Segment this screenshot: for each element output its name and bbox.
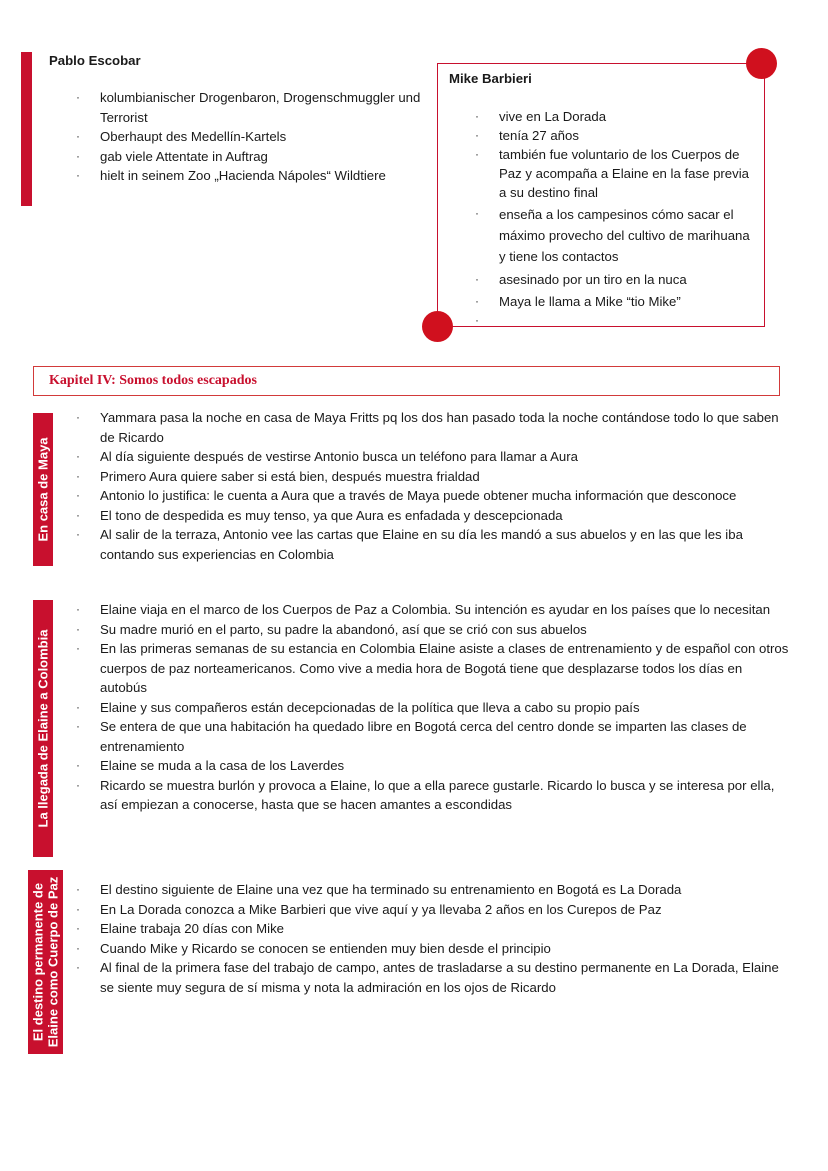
list-item: · kolumbianischer Drogenbaron, Drogenschmuggler und Terrorist bbox=[76, 90, 421, 125]
bullet-icon: · bbox=[76, 148, 80, 163]
bullet-icon: · bbox=[76, 488, 80, 502]
mike-list bbox=[475, 107, 759, 327]
chapter-title: Kapitel IV: Somos todos escapados bbox=[49, 373, 257, 388]
list-item: · Ricardo se muestra burlón y provoca a Elaine, lo que a ella parece gustarle. Ricardo lo busca y se interesa por ella, así empiezan a conocerse, hasta que se hacen amantes a escondidas bbox=[76, 777, 775, 812]
bullet-icon: · bbox=[76, 621, 80, 636]
list-item: · Su madre murió en el parto, su padre la abandonó, así que se crió con sus abuelos bbox=[100, 620, 790, 640]
list-item: · Yammara pasa la noche en casa de Maya Fritts pq los dos han pasado toda la noche contándose todo lo que saben de Ricardo bbox=[76, 410, 779, 445]
list-item: · Al final de la primera fase del trabajo de campo, antes de trasladarse a su destino permanente en La Dorada, Elaine se siente muy segura de sí misma y nota la admiración en los ojos de Ricardo bbox=[76, 960, 779, 995]
bullet-icon: · bbox=[76, 602, 80, 616]
list-item: · tenía 27 años bbox=[475, 128, 579, 143]
section-label-destino-permanente: El destino permanente de Elaine como Cuerpo de Paz bbox=[28, 870, 63, 1054]
bullet-icon: · bbox=[76, 641, 80, 655]
bullet-icon: · bbox=[76, 960, 80, 974]
bullet-icon: · bbox=[76, 507, 80, 522]
list-item: · Antonio lo justifica: le cuenta a Aura que a través de Maya puede obtener mucha información que desconoce bbox=[100, 486, 790, 506]
red-circle-decoration bbox=[746, 48, 777, 79]
list-item: · enseña a los campesinos cómo sacar el máximo provecho del cultivo de marihuana y tiene los contactos bbox=[475, 206, 750, 264]
bullet-icon: · bbox=[76, 527, 80, 541]
bullet-icon: · bbox=[76, 940, 80, 955]
list-item: · gab viele Attentate in Auftrag bbox=[100, 147, 430, 167]
list-item: · En las primeras semanas de su estancia en Colombia Elaine asiste a clases de entrenamiento y de español con otros cuerpos de paz norteamericanos. Como vive a media hora de Bogotá tiene que desplazarse todos los días en autobús bbox=[76, 641, 789, 695]
section-list-destino-permanente bbox=[76, 880, 790, 997]
pablo-list bbox=[76, 88, 430, 186]
bullet-icon: · bbox=[76, 699, 80, 714]
list-item: · Elaine y sus compañeros están decepcionadas de la política que lleva a cabo su propio país bbox=[100, 698, 790, 718]
pablo-accent-bar bbox=[21, 52, 32, 206]
list-item: · Cuando Mike y Ricardo se conocen se entienden muy bien desde el principio bbox=[100, 939, 790, 959]
list-item: · Al día siguiente después de vestirse Antonio busca un teléfono para llamar a Aura bbox=[100, 447, 790, 467]
list-item: · también fue voluntario de los Cuerpos de Paz y acompaña a Elaine en la fase previa a su destino final bbox=[475, 147, 749, 200]
bullet-icon: · bbox=[475, 272, 479, 286]
bullet-icon: · bbox=[76, 882, 80, 896]
bullet-icon: · bbox=[76, 921, 80, 935]
bullet-icon: · bbox=[76, 90, 80, 104]
bullet-icon: · bbox=[76, 758, 80, 772]
list-item: · Elaine trabaja 20 días con Mike bbox=[100, 919, 790, 939]
list-item: · Elaine viaja en el marco de los Cuerpos de Paz a Colombia. Su intención es ayudar en los países que lo necesitan bbox=[100, 600, 790, 620]
list-item: · Maya le llama a Mike “tio Mike” bbox=[475, 294, 681, 309]
bullet-icon: · bbox=[76, 719, 80, 733]
section-list-llegada-elaine bbox=[76, 600, 790, 815]
section-label-llegada-elaine: La llegada de Elaine a Colombia bbox=[33, 600, 53, 857]
list-item: · En La Dorada conozca a Mike Barbieri que vive aquí y ya llevaba 2 años en los Curepos de Paz bbox=[100, 900, 790, 920]
bullet-icon: · bbox=[475, 313, 479, 327]
list-item: · Se entera de que una habitación ha quedado libre en Bogotá cerca del centro donde se imparten las clases de entrenamiento bbox=[76, 719, 747, 754]
list-item: · El tono de despedida es muy tenso, ya que Aura es enfadada y descepcionada bbox=[100, 506, 790, 526]
bullet-icon: · bbox=[475, 109, 479, 123]
section-label-en-casa-de-maya: En casa de Maya bbox=[33, 413, 53, 566]
mike-title: Mike Barbieri bbox=[449, 71, 532, 86]
bullet-icon: · bbox=[76, 901, 80, 916]
bullet-icon: · bbox=[76, 410, 80, 424]
bullet-icon: · bbox=[76, 777, 80, 792]
bullet-icon: · bbox=[475, 206, 479, 220]
list-item: · Al salir de la terraza, Antonio vee las cartas que Elaine en su día les mandó a sus abuelos y en las que les iba contando sus experiencias en Colombia bbox=[76, 527, 743, 562]
bullet-icon: · bbox=[76, 129, 80, 143]
section-list-en-casa-de-maya bbox=[76, 408, 790, 564]
list-item: · asesinado por un tiro en la nuca bbox=[475, 272, 687, 287]
bullet-icon: · bbox=[475, 147, 479, 161]
red-circle-decoration bbox=[422, 311, 453, 342]
list-item: · vive en La Dorada bbox=[475, 109, 607, 124]
pablo-title: Pablo Escobar bbox=[49, 53, 141, 68]
list-item: · El destino siguiente de Elaine una vez que ha terminado su entrenamiento en Bogotá es La Dorada bbox=[100, 880, 790, 900]
list-item: · Oberhaupt des Medellín-Kartels bbox=[100, 127, 430, 147]
list-item: · Primero Aura quiere saber si está bien, después muestra frialdad bbox=[100, 467, 790, 487]
list-item: · Elaine se muda a la casa de los Laverdes bbox=[100, 756, 790, 776]
bullet-icon: · bbox=[76, 168, 80, 182]
bullet-icon: · bbox=[475, 294, 479, 308]
bullet-icon: · bbox=[76, 468, 80, 483]
list-item: · hielt in seinem Zoo „Hacienda Nápoles“ Wildtiere bbox=[100, 166, 430, 186]
bullet-icon: · bbox=[475, 128, 479, 142]
bullet-icon: · bbox=[76, 449, 80, 463]
